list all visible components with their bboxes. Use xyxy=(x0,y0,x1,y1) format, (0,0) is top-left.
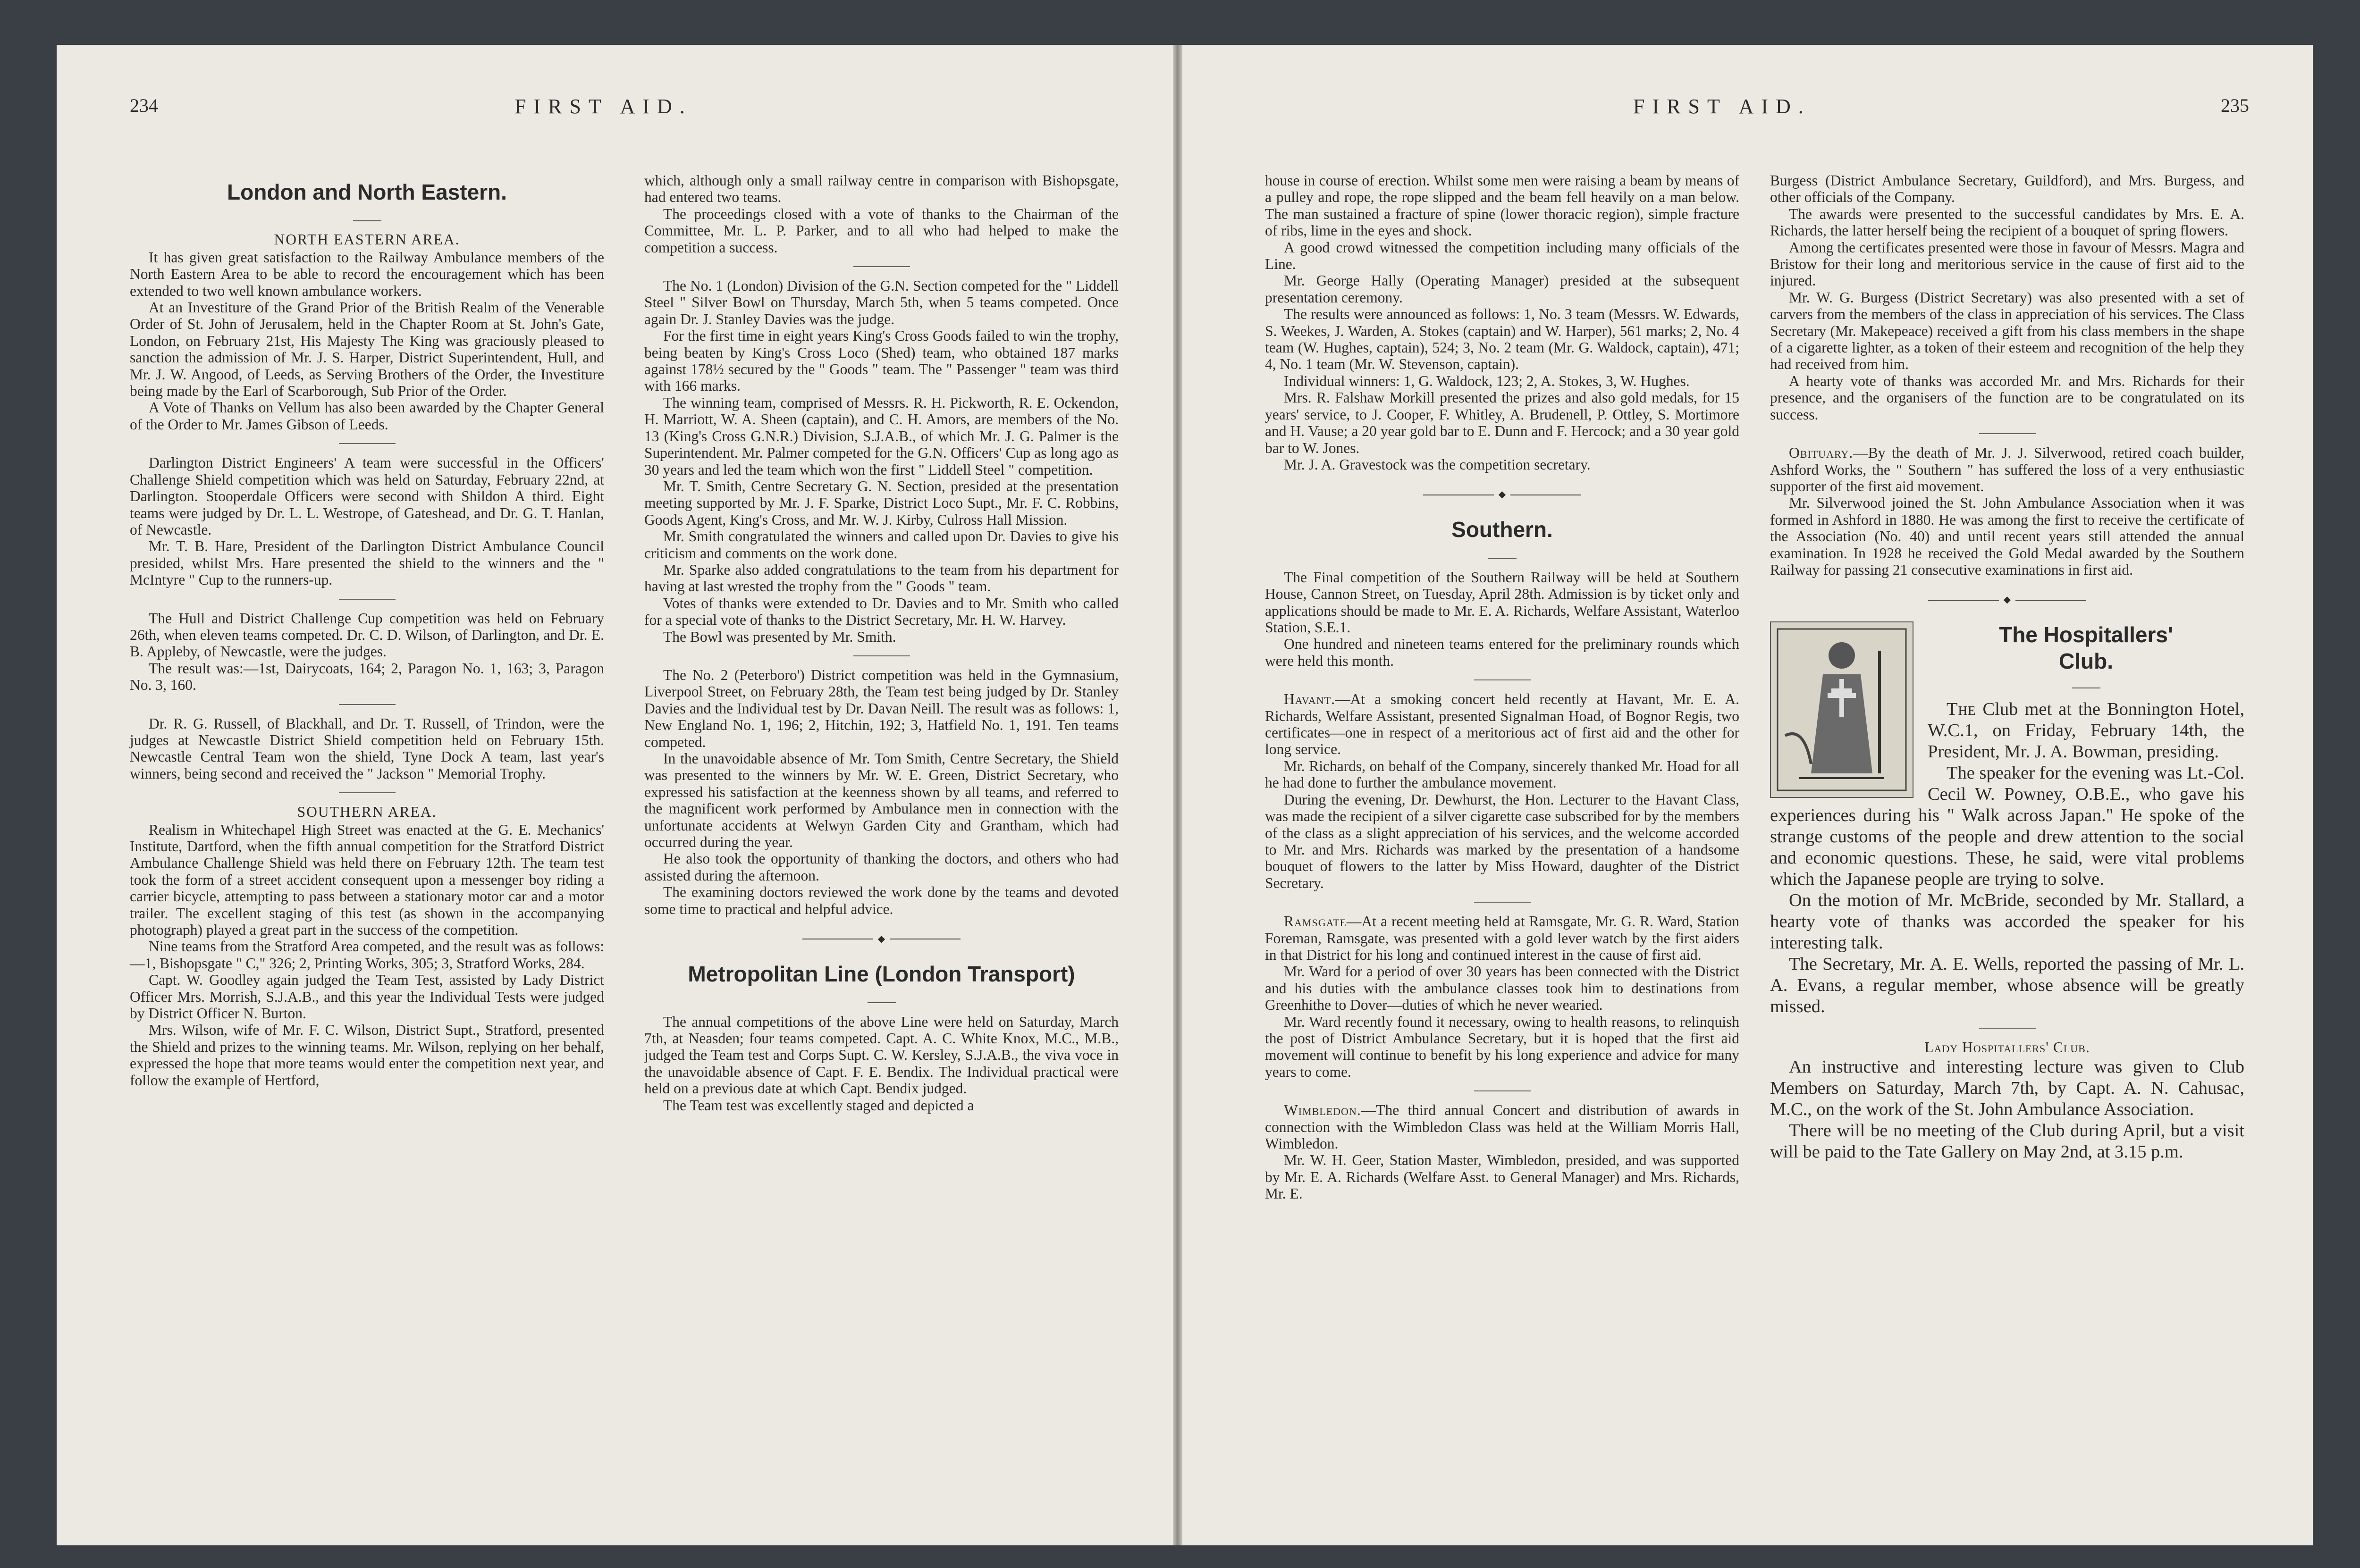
paragraph: Darlington District Engineers' A team were successful in the Officers' Challenge Shield competition which was held on Saturday, February 22nd, at Darlington. Stooperdale Officers were second with Shildon A third. Eight teams were judged by Dr. L. L. Westrope, of Gateshead, and Dr. G. T. Hanlan, of Newcastle. xyxy=(130,454,604,538)
section-heading-southern: Southern. xyxy=(1451,517,1553,542)
paragraph-havant xyxy=(1265,691,1739,758)
paragraph: Mr. Ward recently found it necessary, owing to health reasons, to relinquish the post of District Ambulance Secretary, but it is hoped that the first aid movement will continue to benefit by his long experience and advice for many years to come. xyxy=(1265,1013,1739,1080)
divider xyxy=(1474,679,1531,680)
paragraph: At an Investiture of the Grand Prior of the British Realm of the Venerable Order of St. John of Jerusalem, held in the Chapter Room at St. John's Gate, London, on February 21st, His Majesty The King was graciously pleased to sanction the admission of Mr. J. S. Harper, District Superintendent, Hull, and Mr. J. W. Angood, of Leeds, as Serving Brothers of the Order, the Investiture being made by the Earl of Scarborough, Sub Prior of the Order. xyxy=(130,299,604,400)
section-heading-lner: London and North Eastern. xyxy=(227,180,507,204)
left-page xyxy=(57,45,1173,1545)
book-gutter xyxy=(1173,45,1182,1545)
paragraph: An instructive and interesting lecture was given to Club Members on Saturday, March 7th, by Capt. A. N. Cahusac, M.C., on the work of the St. John Ambulance Association. xyxy=(1770,1057,2244,1120)
paragraph: Mr. George Hally (Operating Manager) presided at the subsequent presentation ceremony. xyxy=(1265,272,1739,306)
divider xyxy=(339,443,396,444)
paragraph: During the evening, Dr. Dewhurst, the Hon. Lecturer to the Havant Class, was made the recipient of a silver cigarette case subscribed for by the members of the class as a slight appreciation of his services, and the welcome accorded to Mr. and Mrs. Richards was marked by the presentation of a handsome bouquet of flowers to the latter by Miss Howard, daughter of the District Secretary. xyxy=(1265,791,1739,891)
paragraph: The proceedings closed with a vote of thanks to the Chairman of the Committee, Mr. L. P. Parker, and to all who had helped to make the competition a success. xyxy=(644,205,1119,256)
paragraph-text: —At a recent meeting held at Ramsgate, Mr. G. R. Ward, Station Foreman, Ramsgate, was presented with a gold lever watch by the first aiders in that District for his long and continued interest in the cause of first aid. xyxy=(1265,913,1739,963)
divider xyxy=(1979,433,2036,434)
subheading-southern-area: SOUTHERN AREA. xyxy=(297,804,437,821)
paragraph: The results were announced as follows: 1, No. 3 team (Messrs. W. Edwards, S. Weekes, J. Warden, A. Stokes (captain) and W. Harper), 561 marks; 2, No. 4 team (W. Hughes, captain), 524; 3, No. 2 team (Mr. G. Waldock, captain), 471; 4, No. 1 team (Mr. W. Stevenson, captain). xyxy=(1265,306,1739,373)
paragraph: Mr. W. G. Burgess (District Secretary) was also presented with a set of carvers from the members of the class in appreciation of his services. The Class Secretary (Mr. Makepeace) received a gift from his class members in the shape of a cigarette lighter, as a token of their esteem and recognition of the help they had received from him. xyxy=(1770,289,2244,373)
paragraph: Mr. Ward for a period of over 30 years has been connected with the District and his duties with the ambulance classes took him to destinations from Greenhithe to Dover—duties of which he never wearied. xyxy=(1265,963,1739,1014)
paragraph: Burgess (District Ambulance Secretary, Guildford), and Mrs. Burgess, and other officials of the Company. xyxy=(1770,172,2244,206)
paragraph: Mr. J. A. Gravestock was the competition secretary. xyxy=(1284,456,1591,473)
paragraph-text: —The third annual Concert and distribution of awards in connection with the Wimbledon Class was held at the William Morris Hall, Wimbledon. xyxy=(1265,1102,1739,1152)
paragraph: Individual winners: 1, G. Waldock, 123; 2, A. Stokes, 3, W. Hughes. xyxy=(1284,372,1690,389)
page-number: 234 xyxy=(130,95,158,116)
paragraph: The examining doctors reviewed the work done by the teams and devoted some time to practical and helpful advice. xyxy=(644,884,1119,917)
knight-illustration xyxy=(1770,621,1913,798)
paragraph: There will be no meeting of the Club during April, but a visit will be paid to the Tate Gallery on May 2nd, at 3.15 p.m. xyxy=(1770,1121,2244,1162)
section-heading-metropolitan: Metropolitan Line (London Transport) xyxy=(688,962,1075,987)
ornament-divider: ◆ xyxy=(1265,486,1739,503)
paragraph: The No. 2 (Peterboro') District competition was held in the Gymnasium, Liverpool Street, on February 28th, the Team test being judged by Dr. Stanley Davies and the Individual test by Dr. Davan Neill. The result was as follows: 1, New England No. 1, 196; 2, Hitchin, 192; 3, Hatfield No. 1, 191. Ten teams competed. xyxy=(644,666,1119,750)
divider xyxy=(339,704,396,705)
paragraph: The winning team, comprised of Messrs. R. H. Pickworth, R. E. Ockendon, H. Marriott, W. A. Sheen (captain), and C. H. Amors, are members of the No. 13 (King's Cross G.N.R.) Division, S.J.A.B., of which Mr. J. G. Palmer is the Superintendent. Mr. Palmer competed for the G.N. Officers' Cup as long ago as 30 years and led the team which won the first " Liddell Steel " competition. xyxy=(644,394,1119,478)
paragraph: For the first time in eight years King's Cross Goods failed to win the trophy, being beaten by King's Cross Loco (Shed) team, who obtained 187 marks against 178½ secured by the " Goods " team. The " Passenger " team was third with 166 marks. xyxy=(644,327,1119,394)
ornament-divider: ◆ xyxy=(1770,591,2244,608)
paragraph: Mr. Sparke also added congratulations to the team from his department for having at last wrested the trophy from the " Goods " team. xyxy=(644,561,1119,595)
paragraph: Capt. W. Goodley again judged the Team Test, assisted by Lady District Officer Mrs. Morrish, S.J.A.B., and this year the Individual Tests were judged by District Officer N. Burton. xyxy=(130,972,604,1022)
run-in-label: Wimbledon. xyxy=(1284,1102,1361,1119)
paragraph: Mr. Smith congratulated the winners and called upon Dr. Davies to give his criticism and comments on the work done. xyxy=(644,528,1119,562)
paragraph: Mr. T. B. Hare, President of the Darlington District Ambulance Council presided, whilst Mrs. Hare presented the shield to the winners and the " McIntyre " Cup to the runners-up. xyxy=(130,538,604,588)
column-4 xyxy=(1770,172,2244,1163)
divider xyxy=(1474,902,1531,903)
divider xyxy=(1979,1028,2036,1029)
paragraph: Mrs. Wilson, wife of Mr. F. C. Wilson, District Supt., Stratford, presented the Shield and prizes to the winning teams. Mr. Wilson, replying on her behalf, expressed the hope that more teams would enter the competition next year, and follow the example of Hertford, xyxy=(130,1022,604,1089)
column-2 xyxy=(644,172,1119,1114)
divider xyxy=(1474,1090,1531,1091)
paragraph: The Hull and District Challenge Cup competition was held on February 26th, when eleven teams competed. Dr. C. D. Wilson, of Darlington, and Dr. E. B. Appleby, of Newcastle, were the judges. xyxy=(130,610,604,660)
page-number: 235 xyxy=(2221,95,2249,116)
paragraph: The awards were presented to the successful candidates by Mrs. E. A. Richards, the latter herself being the recipient of a bouquet of spring flowers. xyxy=(1770,205,2244,239)
divider xyxy=(644,990,1119,1006)
divider xyxy=(1265,545,1739,562)
paragraph: A good crowd witnessed the competition including many officials of the Line. xyxy=(1265,239,1739,273)
paragraph: It has given great satisfaction to the Railway Ambulance members of the North Eastern Area to be able to record the encouragement which has been extended to two well known ambulance workers. xyxy=(130,249,604,299)
column-3 xyxy=(1265,172,1739,1202)
run-in-label: Ramsgate xyxy=(1284,913,1347,930)
paragraph: The speaker for the evening was Lt.-Col. Cecil W. Powney, O.B.E., who gave his experiences during his " Walk across Japan." He spoke of the strange customs of the people and drew attention to the social and economic questions. These, he said, were vital problems which the Japanese people are trying to solve. xyxy=(1770,763,2244,889)
paragraph: He also took the opportunity of thanking the doctors, and others who had assisted during the afternoon. xyxy=(644,850,1119,884)
paragraph-ramsgate xyxy=(1265,913,1739,963)
paragraph: A hearty vote of thanks was accorded Mr. and Mrs. Richards for their presence, and the organisers of the function are to be congratulated on its success. xyxy=(1770,372,2244,423)
knight-figure-icon xyxy=(1771,622,1913,797)
divider xyxy=(853,266,910,267)
paragraph: A Vote of Thanks on Vellum has also been awarded by the Chapter General of the Order to Mr. James Gibson of Leeds. xyxy=(130,399,604,433)
paragraph: The annual competitions of the above Line were held on Saturday, March 7th, at Neasden; four teams competed. Capt. A. C. White Knox, M.C., M.B., judged the Team test and Corps Supt. C. W. Kersley, S.J.A.B., the viva voce in the unavoidable absence of Capt. F. E. Bendix. The Individual practical were held on a previous date at which Capt. Bendix judged. xyxy=(644,1013,1119,1097)
divider xyxy=(853,655,910,656)
paragraph: On the motion of Mr. McBride, seconded by Mr. Stallard, a hearty vote of thanks was accorded the speaker for his interesting talk. xyxy=(1770,890,2244,953)
subheading-north-eastern-area: NORTH EASTERN AREA. xyxy=(274,231,460,248)
paragraph-text: Club met at the Bonnington Hotel, W.C.1, on Friday, February 14th, the President, Mr. J. A. Bowman, presiding. xyxy=(1928,699,2244,762)
section-heading-hospitallers: The Hospitallers' xyxy=(1999,622,2173,647)
paragraph: The No. 1 (London) Division of the G.N. Section competed for the " Liddell Steel " Silver Bowl on Thursday, March 5th, when 5 teams competed. Once again Dr. J. Stanley Davies was the judge. xyxy=(644,277,1119,327)
paragraph: One hundred and nineteen teams entered for the preliminary rounds which were held this month. xyxy=(1265,636,1739,669)
divider xyxy=(339,792,396,793)
paragraph: Nine teams from the Stratford Area competed, and the result was as follows:—1, Bishopsgate " C," 326; 2, Printing Works, 305; 3, Stratford Works, 284. xyxy=(130,938,604,972)
paragraph-text: —At a smoking concert held recently at Havant, Mr. E. A. Richards, Welfare Assistant, presented Signalman Hoad, of Bognor Regis, two certificates—one in respect of a meritorious act of first aid and the other for long service. xyxy=(1265,691,1739,758)
paragraph-text: —By the death of Mr. J. J. Silverwood, retired coach builder, Ashford Works, the " Southern " has suffered the loss of a very enthusiastic supporter of the first aid movement. xyxy=(1770,444,2244,495)
running-head xyxy=(1182,94,2313,123)
hospitallers-club-article xyxy=(1770,621,2244,1163)
paragraph: house in course of erection. Whilst some men were raising a beam by means of a pulley and rope, the rope slipped and the beam fell heavily on a man below. The man sustained a fracture of spine (lower thoracic region), simple fracture of ribs, lime in the eyes and shock. xyxy=(1265,172,1739,239)
paragraph: Votes of thanks were extended to Dr. Davies and to Mr. Smith who called for a special vote of thanks to the District Secretary, Mr. H. W. Harvey. xyxy=(644,595,1119,629)
paragraph: Dr. R. G. Russell, of Blackhall, and Dr. T. Russell, of Trindon, were the judges at Newcastle District Shield competition held on February 15th. Newcastle Central Team won the shield, Tyne Dock A team, last year's winners, being second and received the " Jackson " Memorial Trophy. xyxy=(130,715,604,782)
run-in-word: The xyxy=(1947,699,1976,719)
journal-title: FIRST AID. xyxy=(1633,95,1811,118)
paragraph: The Bowl was presented by Mr. Smith. xyxy=(663,628,896,645)
paragraph: Mr. Richards, on behalf of the Company, sincerely thanked Mr. Hoad for all he had done to further the ambulance movement. xyxy=(1265,757,1739,791)
running-head xyxy=(57,94,1173,123)
paragraph: Mr. Silverwood joined the St. John Ambulance Association when it was formed in Ashford in 1880. He was among the first to receive the certificate of the Association (No. 40) and until recent years still attended the annual examination. In 1928 he received the Gold Medal awarded by the Southern Railway for passing 21 consecutive examinations in first aid. xyxy=(1770,495,2244,578)
paragraph: which, although only a small railway centre in comparison with Bishopsgate, had entered two teams. xyxy=(644,172,1119,206)
paragraph: In the unavoidable absence of Mr. Tom Smith, Centre Secretary, the Shield was presented to the winners by Mr. W. E. Green, District Secretary, who expressed his satisfaction at the keenness shown by all teams, and referred to the magnificent work performed by Ambulance men in connection with the unfortunate accidents at Welwyn Garden City and Grantham, which had occurred during the year. xyxy=(644,750,1119,851)
divider xyxy=(339,599,396,600)
journal-title: FIRST AID. xyxy=(514,95,692,118)
right-page xyxy=(1182,45,2313,1545)
paragraph: Mr. T. Smith, Centre Secretary G. N. Section, presided at the presentation meeting supported by Mr. J. F. Sparke, District Loco Supt., Mr. F. C. Robbins, Goods Agent, King's Cross, and Mr. W. J. Kirby, Culross Hall Mission. xyxy=(644,478,1119,528)
paragraph: Realism in Whitechapel High Street was enacted at the G. E. Mechanics' Institute, Dartford, when the fifth annual competition for the Stratford District Ambulance Challenge Shield was held there on February 12th. The team test took the form of a street accident consequent upon a messenger boy riding a carrier bicycle, attempting to pass between a stationary motor car and a motor trailer. The excellent staging of this test (as shown in the accompanying photograph) played a great part in the success of the competition. xyxy=(130,821,604,939)
paragraph: Mrs. R. Falshaw Morkill presented the prizes and also gold medals, for 15 years' service, to J. Cooper, F. Whitley, A. Brudenell, P. Ottley, S. Mortimore and H. Vause; a 20 year gold bar to E. Dunn and F. Hercock; and a 30 year gold bar to W. Jones. xyxy=(1265,389,1739,456)
paragraph-wimbledon xyxy=(1265,1102,1739,1152)
divider xyxy=(130,208,604,225)
run-in-label: Havant. xyxy=(1284,691,1335,708)
paragraph: Mr. W. H. Geer, Station Master, Wimbledon, presided, and was supported by Mr. E. A. Richards (Welfare Asst. to General Manager) and Mrs. Richards, Mr. E. xyxy=(1265,1152,1739,1202)
paragraph-obituary xyxy=(1770,444,2244,495)
column-1 xyxy=(130,172,604,1089)
subheading-lady-hospitallers: Lady Hospitallers' Club. xyxy=(1924,1039,2090,1056)
paragraph: The Final competition of the Southern Railway will be held at Southern House, Cannon Street, on Tuesday, April 28th. Admission is by ticket only and applications should be made to Mr. E. A. Richards, Welfare Assistant, Waterloo Station, S.E.1. xyxy=(1265,569,1739,636)
paragraph: Among the certificates presented were those in favour of Messrs. Magra and Bristow for their long and meritorious service in the cause of first aid to the injured. xyxy=(1770,239,2244,289)
ornament-divider: ◆ xyxy=(644,931,1119,948)
run-in-label: Obituary. xyxy=(1789,444,1854,461)
paragraph: The Team test was excellently staged and depicted a xyxy=(663,1097,974,1114)
paragraph: The result was:—1st, Dairycoats, 164; 2, Paragon No. 1, 163; 3, Paragon No. 3, 160. xyxy=(130,660,604,694)
paragraph: The Secretary, Mr. A. E. Wells, reported the passing of Mr. L. A. Evans, a regular member, whose absence will be greatly missed. xyxy=(1770,954,2244,1016)
section-heading-club: Club. xyxy=(2059,649,2113,674)
